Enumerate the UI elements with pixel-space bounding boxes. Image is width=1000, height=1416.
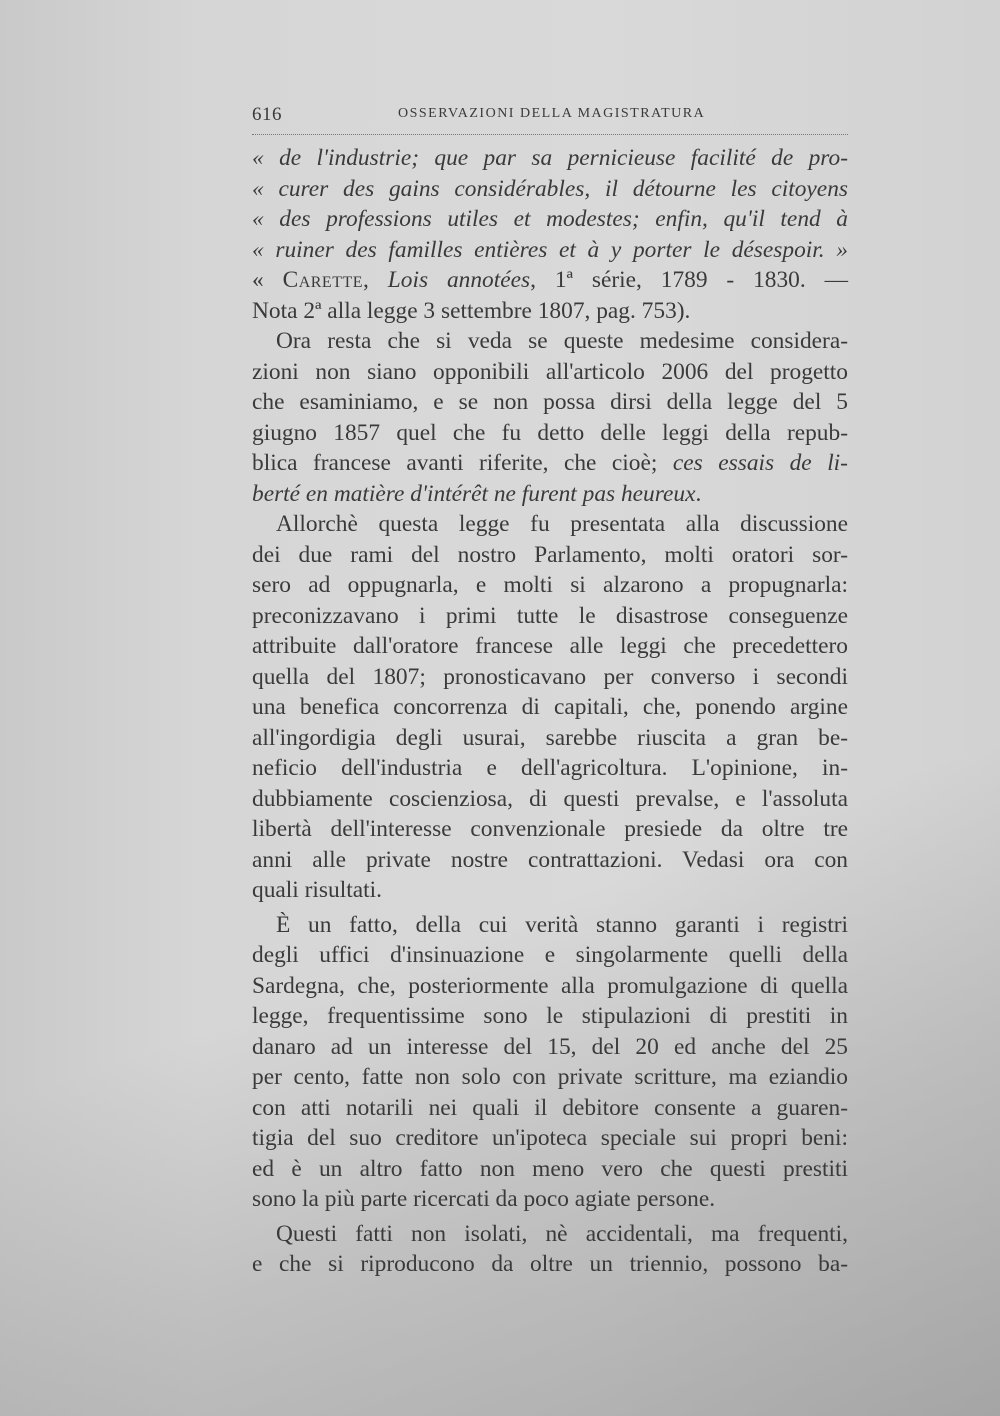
quote-line: « des professions utiles et modestes; enfin, qu'il tend à xyxy=(252,206,848,232)
paragraph-line: neficio dell'industria e dell'agricoltura. L'opinione, in- xyxy=(252,755,848,781)
paragraph-line: degli uffici d'insinuazione e singolarmente quelli della xyxy=(252,942,848,968)
paragraph-2 xyxy=(252,509,848,906)
paragraph-line: e che si riproducono da oltre un triennio, possono ba- xyxy=(252,1251,848,1277)
page-number: 616 xyxy=(252,104,282,125)
paragraph-line: anni alle private nostre contrattazioni. Vedasi ora con xyxy=(252,846,848,873)
quote-line: « curer des gains considérables, il détourne les citoyens xyxy=(252,175,848,202)
paragraph-line: per cento, fatte non solo con private scritture, ma eziandio xyxy=(252,1064,848,1090)
paragraph-line: quella del 1807; pronosticavano per converso i secondi xyxy=(252,663,848,690)
citation-work: Lois annotées xyxy=(387,267,531,293)
citation-sep: , xyxy=(363,267,388,293)
paragraph-line: dubbiamente coscienziosa, di questi prevalse, e l'assoluta xyxy=(252,785,848,812)
italic-quote: ces essais de li- xyxy=(672,450,848,476)
paragraph-line: preconizzavano i primi tutte le disastrose conseguenze xyxy=(252,602,848,629)
italic-quote: berté en matière d'intérêt ne furent pas heureux xyxy=(252,480,696,507)
citation-rest: , 1ª série, 1789 - 1830. — xyxy=(530,267,848,293)
paragraph-line: tigia del suo creditore un'ipoteca speciale sui propri beni: xyxy=(252,1125,848,1151)
paragraph-line: quali risultati. xyxy=(252,877,382,903)
paragraph-line: È un fatto, della cui verità stanno garanti i registri xyxy=(276,911,848,938)
paragraph-line: Ora resta che si veda se queste medesime considera- xyxy=(276,328,848,354)
body-text xyxy=(252,143,848,1280)
paragraph-line: sono la più parte ricercati da poco agiate persone. xyxy=(252,1186,716,1212)
paragraph-line: sero ad oppugnarla, e molti si alzarono a propugnarla: xyxy=(252,572,848,598)
paragraph-line xyxy=(252,479,848,510)
paragraph-line: attribuite dall'oratore francese alle leggi che precedettero xyxy=(252,633,848,659)
citation-open: « xyxy=(252,267,283,293)
page-header xyxy=(252,104,848,135)
paragraph-line: zioni non siano opponibili all'articolo 2006 del progetto xyxy=(252,358,848,385)
paragraph-line: con atti notarili nei quali il debitore consente a guaren- xyxy=(252,1094,848,1121)
paragraph-line: dei due rami del nostro Parlamento, molti oratori sor- xyxy=(252,541,848,568)
citation-author: Carette xyxy=(282,267,364,293)
paragraph-4 xyxy=(252,1219,848,1280)
quote-line: « ruiner des familles entières et à y porter le désespoir. » xyxy=(252,236,848,263)
citation-line: Nota 2ª alla legge 3 settembre 1807, pag. 753). xyxy=(252,297,691,324)
quote-line: « de l'industrie; que par sa pernicieuse facilité de pro- xyxy=(252,145,848,171)
paragraph-line: ed è un altro fatto non meno vero che questi prestiti xyxy=(252,1155,848,1182)
paragraph-line: una benefica concorrenza di capitali, che, ponendo argine xyxy=(252,694,848,720)
paragraph-3 xyxy=(252,910,848,1215)
paragraph-line xyxy=(252,448,848,479)
paragraph-text: . xyxy=(695,480,702,507)
paragraph-line: libertà dell'interesse convenzionale presiede da oltre tre xyxy=(252,816,848,842)
paragraph-line: danaro ad un interesse del 15, del 20 ed anche del 25 xyxy=(252,1033,848,1060)
paragraph-1 xyxy=(252,326,848,509)
quote-block xyxy=(252,143,848,265)
paragraph-line: che esaminiamo, e se non possa dirsi della legge del 5 xyxy=(252,389,848,415)
paragraph-text: blica francese avanti riferite, che cioè; xyxy=(252,450,673,476)
citation xyxy=(252,265,848,326)
paragraph-line: legge, frequentissime sono le stipulazioni di prestiti in xyxy=(252,1003,848,1029)
paragraph-line: all'ingordigia degli usurai, sarebbe riuscita a gran be- xyxy=(252,724,848,751)
paragraph-line: Questi fatti non isolati, nè accidentali, ma frequenti, xyxy=(276,1220,848,1247)
running-head: OSSERVAZIONI DELLA MAGISTRATURA xyxy=(398,106,706,121)
citation-line xyxy=(252,265,848,296)
paragraph-line: Allorchè questa legge fu presentata alla discussione xyxy=(276,511,848,537)
paragraph-line: giugno 1857 quel che fu detto delle leggi della repub- xyxy=(252,419,848,446)
paragraph-line: Sardegna, che, posteriormente alla promulgazione di quella xyxy=(252,972,848,999)
